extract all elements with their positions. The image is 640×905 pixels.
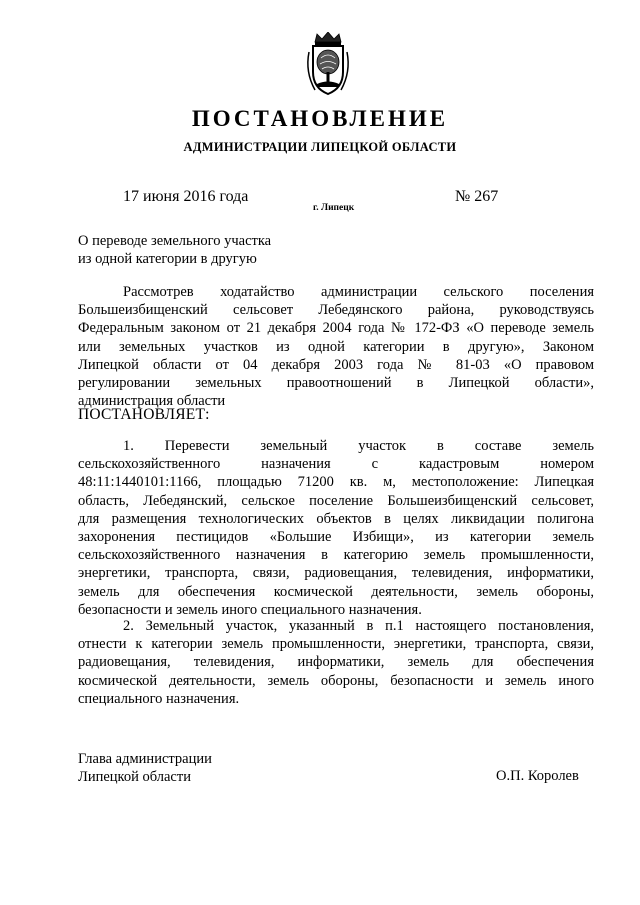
document-date: 17 июня 2016 года — [123, 188, 249, 205]
text-line: сельскохозяйственного назначения с кадастровым номером — [78, 456, 594, 473]
document-number: № 267 — [455, 188, 499, 205]
text-line: Большеизбищенский сельсовет Лебедянского района, руководствуясь — [78, 302, 594, 319]
subject-line: из одной категории в другую — [78, 251, 257, 267]
text-line: специального назначения. — [78, 690, 240, 707]
issuer-title: АДМИНИСТРАЦИИ ЛИПЕЦКОЙ ОБЛАСТИ — [183, 140, 457, 154]
document-title: ПОСТАНОВЛЕНИЕ — [191, 106, 449, 131]
item-2-paragraph — [78, 617, 594, 708]
text-line: область, Лебедянский, сельское поселение Большеизбищенский сельсовет, — [78, 492, 594, 509]
text-line: 1. Перевести земельный участок в составе земель — [123, 438, 594, 454]
signatory-title-line: Липецкой области — [78, 769, 191, 785]
text-line: администрация области — [78, 393, 226, 410]
preamble-paragraph — [78, 283, 594, 410]
decree-word: ПОСТАНОВЛЯЕТ: — [78, 406, 210, 423]
text-line: 48:11:1440101:1166, площадью 71200 кв. м, местоположение: Липецкая — [78, 474, 594, 491]
text-line: захоронения пестицидов «Большие Избищи», из категории земель — [78, 528, 594, 545]
text-line: регулировании земельных правоотношений в Липецкой области», — [78, 374, 594, 391]
document-subject — [78, 232, 271, 268]
coat-of-arms-icon — [303, 32, 353, 96]
text-line: земель для обеспечения космической деятельности, земель обороны, — [78, 583, 594, 600]
text-line: сельскохозяйственного назначения в категорию земель промышленности, — [78, 547, 594, 564]
signatory-title — [78, 750, 212, 786]
text-line: энергетики, транспорта, связи, радиовещания, телевидения, информатики, — [78, 565, 594, 582]
text-line: безопасности и земель иного специального назначения. — [78, 601, 422, 618]
text-line: Липецкой области от 04 декабря 2003 года № 81-03 «О правовом — [78, 356, 594, 373]
text-line: радиовещания, телевидения, информатики, земель для обеспечения — [78, 654, 594, 671]
text-line: космической деятельности, земель обороны, безопасности и земель иного — [78, 672, 594, 689]
item-1-paragraph — [78, 437, 594, 619]
text-line: 2. Земельный участок, указанный в п.1 настоящего постановления, — [123, 618, 594, 634]
text-line: Федеральным законом от 21 декабря 2004 года № 172-ФЗ «О переводе земель — [78, 320, 594, 337]
subject-line: О переводе земельного участка — [78, 233, 272, 249]
signatory-name: О.П. Королев — [496, 768, 579, 784]
text-line: Рассмотрев ходатайство администрации сельского поселения — [123, 284, 594, 300]
signatory-title-line: Глава администрации — [78, 751, 212, 767]
document-city: г. Липецк — [313, 203, 355, 213]
text-line: для размещения технологических объектов в целях ликвидации полигона — [78, 510, 594, 527]
text-line: отнести к категории земель промышленности, энергетики, транспорта, связи, — [78, 636, 594, 653]
text-line: или земельных участков из одной категории в другую», Законом — [78, 338, 594, 355]
